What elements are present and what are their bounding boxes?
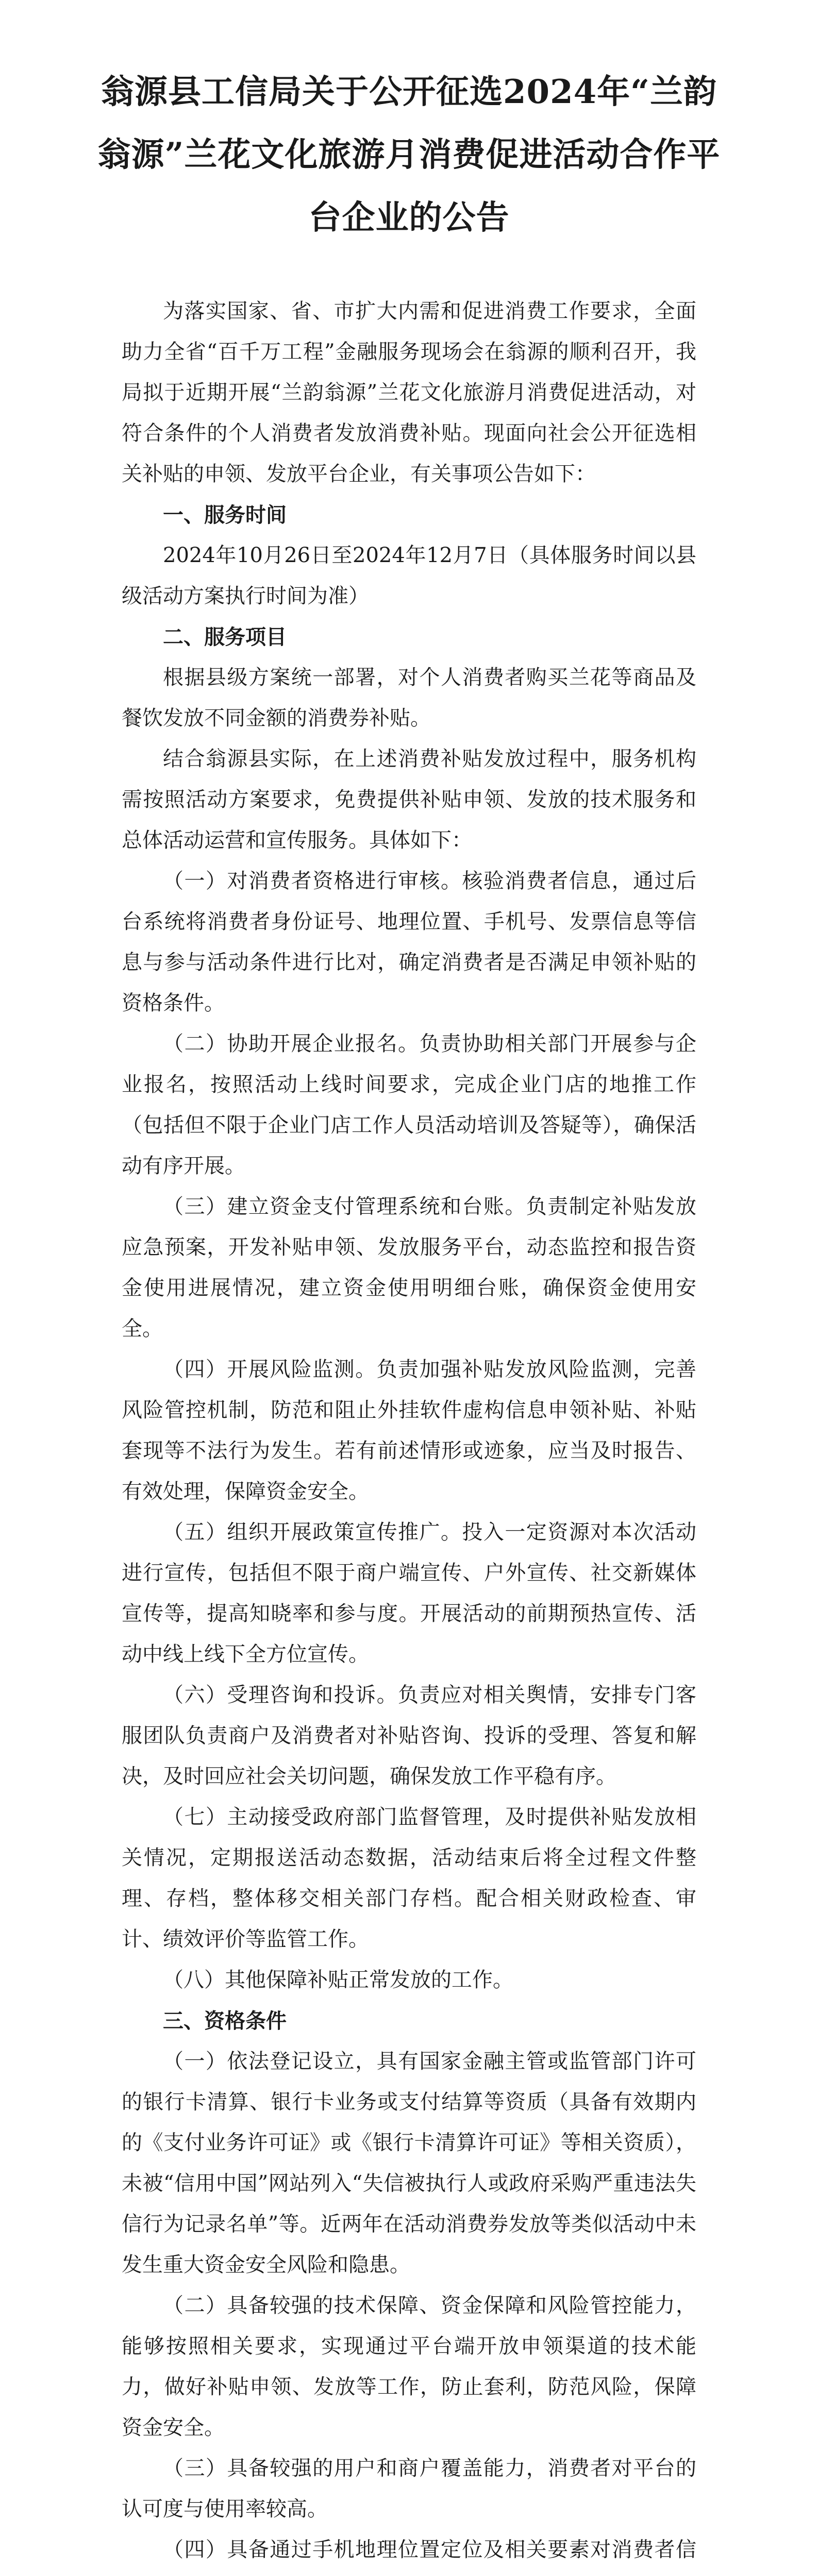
paragraph: （八）其他保障补贴正常发放的工作。 — [163, 1968, 513, 1992]
paragraph: 结合翁源县实际，在上述消费补贴发放过程中，服务机构需按照活动方案要求，免费提供补贴申领、发放的技术服务和总体活动运营和宣传服务。具体如下： — [122, 747, 696, 852]
document-body — [122, 291, 696, 2576]
paragraph: （六）受理咨询和投诉。负责应对相关舆情，安排专门客服团队负责商户及消费者对补贴咨询、投诉的受理、答复和解决，及时回应社会关切问题，确保发放工作平稳有序。 — [122, 1683, 696, 1788]
paragraph: （五）组织开展政策宣传推广。投入一定资源对本次活动进行宣传，包括但不限于商户端宣传、户外宣传、社交新媒体宣传等，提高知晓率和参与度。开展活动的前期预热宣传、活动中线上线下全方位宣传。 — [122, 1520, 696, 1666]
paragraph: （二）协助开展企业报名。负责协助相关部门开展参与企业报名，按照活动上线时间要求，完成企业门店的地推工作（包括但不限于企业门店工作人员活动培训及答疑等），确保活动有序开展。 — [122, 1032, 696, 1178]
section-heading-qualifications: 三、资格条件 — [163, 2009, 287, 2033]
page-title: 翁源县工信局关于公开征选2024年“兰韵翁源”兰花文化旅游月消费促进活动合作平台企业的公告 — [97, 73, 721, 237]
paragraph: （四）开展风险监测。负责加强补贴发放风险监测，完善风险管控机制，防范和阻止外挂软件虚构信息申领补贴、补贴套现等不法行为发生。若有前述情形或迹象，应当及时报告、有效处理，保障资金安全。 — [122, 1358, 696, 1503]
section-heading-service-items: 二、服务项目 — [163, 625, 287, 649]
paragraph: （三）具备较强的用户和商户覆盖能力，消费者对平台的认可度与使用率较高。 — [122, 2456, 696, 2521]
paragraph: 2024年10月26日至2024年12月7日（具体服务时间以县级活动方案执行时间为准） — [122, 544, 696, 608]
paragraph: 根据县级方案统一部署，对个人消费者购买兰花等商品及餐饮发放不同金额的消费券补贴。 — [122, 666, 696, 730]
paragraph: （三）建立资金支付管理系统和台账。负责制定补贴发放应急预案，开发补贴申领、发放服务平台，动态监控和报告资金使用进展情况，建立资金使用明细台账，确保资金使用安全。 — [122, 1195, 696, 1341]
paragraph: （一）对消费者资格进行审核。核验消费者信息，通过后台系统将消费者身份证号、地理位置、手机号、发票信息等信息与参与活动条件进行比对，确定消费者是否满足申领补贴的资格条件。 — [122, 869, 696, 1015]
paragraph: （二）具备较强的技术保障、资金保障和风险管控能力，能够按照相关要求，实现通过平台端开放申领渠道的技术能力，做好补贴申领、发放等工作，防止套利，防范风险，保障资金安全。 — [122, 2294, 696, 2439]
paragraph: （一）依法登记设立，具有国家金融主管或监管部门许可的银行卡清算、银行卡业务或支付结算等资质（具备有效期内的《支付业务许可证》或《银行卡清算许可证》等相关资质），未被“信用中国”网站列入“失信被执行人或政府采购严重违法失信行为记录名单”等。近两年在活动消费券发放等类似活动中未发生重大资金安全风险和隐患。 — [122, 2049, 696, 2277]
paragraph: （七）主动接受政府部门监督管理，及时提供补贴发放相关情况，定期报送活动态数据，活动结束后将全过程文件整理、存档，整体移交相关部门存档。配合相关财政检查、审计、绩效评价等监管工作。 — [122, 1805, 696, 1951]
paragraph: （四）具备通过手机地理位置定位及相关要素对消费者信 — [163, 2538, 696, 2562]
section-heading-service-time: 一、服务时间 — [163, 503, 287, 527]
intro-paragraph: 为落实国家、省、市扩大内需和促进消费工作要求，全面助力全省“百千万工程”金融服务现场会在翁源的顺利召开，我局拟于近期开展“兰韵翁源”兰花文化旅游月消费促进活动，对符合条件的个人消费者发放消费补贴。现面向社会公开征选相关补贴的申领、发放平台企业，有关事项公告如下： — [122, 299, 696, 486]
